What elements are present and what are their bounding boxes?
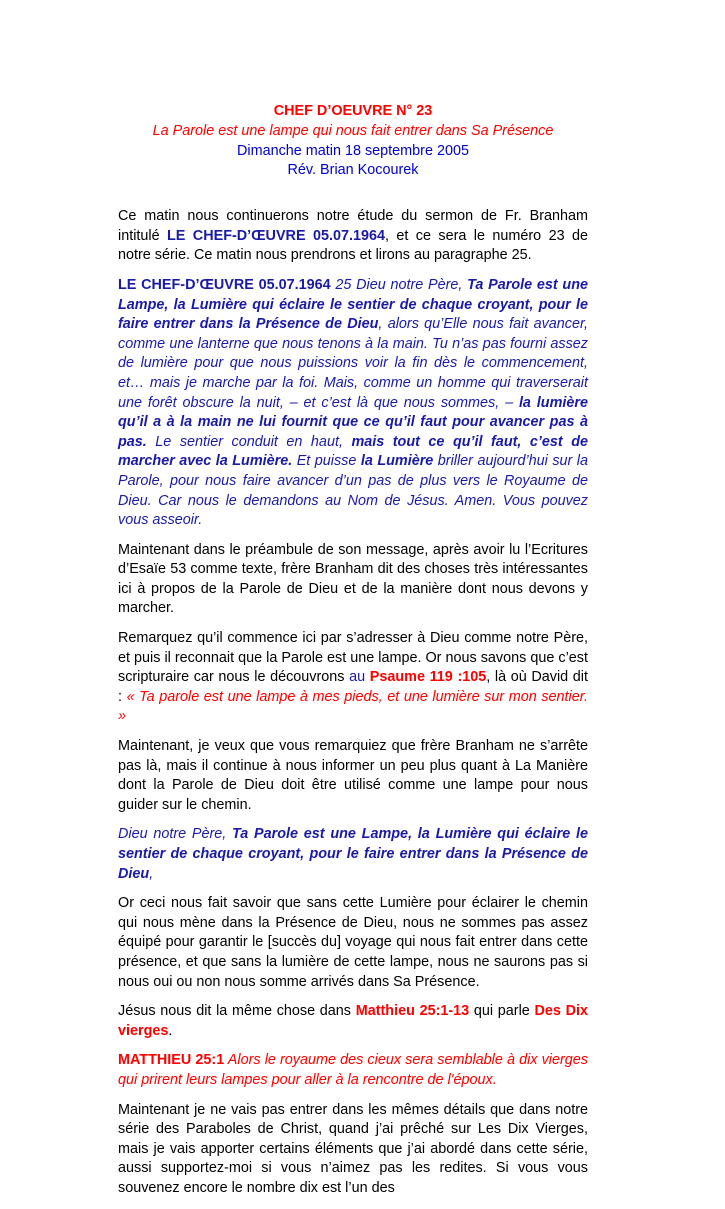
sermon-author: Rév. Brian Kocourek xyxy=(287,162,419,179)
paragraph-matthew xyxy=(118,1051,588,1090)
quote-text: Dieu notre Père, xyxy=(118,826,233,843)
scripture-reference: MATTHIEU 25:1 xyxy=(118,1052,225,1069)
text: au xyxy=(349,669,370,686)
quote-emphasis: la lumière qu’il a à la main ne lui fournit que ce qu’il faut pour avancer pas à pas. xyxy=(118,394,588,450)
sermon-reference: LE CHEF-D’ŒUVRE 05.07.1964 xyxy=(118,276,331,293)
quote-text: briller aujourd’hui sur la Parole, pour nous faire avancer d’un pas de plus vers le Royaume de Dieu. Car nous le demandons au Nom de Jésus. Amen. Vous pouvez vous asseoir. xyxy=(118,453,588,529)
scripture-reference: Des Dix vierges xyxy=(118,1003,588,1039)
quote-text: Et puisse xyxy=(292,453,361,470)
paragraph-closing: Maintenant je ne vais pas entrer dans les mêmes détails que dans notre série des Paraboles de Christ, quand j’ai prêché sur Les Dix Vierges, mais je vais apporter certains éléments que j’ai abordé dans cette série, aussi supportez-moi si vous n’aimez pas les redites. Si vous vous souvenez encore le nombre dix est l’un des xyxy=(118,1101,588,1196)
paragraph-psalm xyxy=(118,629,588,727)
quote-text: Le sentier conduit en haut, xyxy=(146,433,352,450)
quote-text: , xyxy=(149,865,154,882)
text: Remarquez qu’il commence ici par s’adresser à Dieu comme notre Père, et puis il reconnait que la Parole est une lampe. Or nous savons que c’est scripturaire car nous le découvrons xyxy=(118,630,588,686)
text: , et ce sera le numéro 23 de notre série. Ce matin nous prendrons et lirons au paragraphe 25. xyxy=(118,227,588,264)
scripture-reference: Psaume 119 :105 xyxy=(369,669,487,686)
paragraph-quote xyxy=(118,276,588,531)
quote-emphasis: Ta Parole est une Lampe, la Lumière qui éclaire le sentier de chaque croyant, pour le faire entrer dans la Présence de Dieu xyxy=(118,276,588,333)
quote-text: , alors qu’Elle nous fait avancer, comme une lanterne que nous tenons à la main. Tu n’as pas fourni assez de lumière pour que nous puissions voir la fin dès le commencement, et… mais je marche par la foi. Mais, comme un homme qui traverserait une forêt obscure la nuit, – et c’est là que nous sommes, – xyxy=(118,316,588,411)
text: , là où David dit : xyxy=(118,669,588,705)
text: qui parle xyxy=(469,1003,535,1020)
sermon-date: Dimanche matin 18 septembre 2005 xyxy=(237,142,469,159)
text: Ce matin nous continuerons notre étude du sermon de Fr. Branham intitulé xyxy=(118,208,588,244)
document-header xyxy=(118,102,588,181)
paragraph-remark: Maintenant, je veux que vous remarquiez que frère Branham ne s’arrête pas là, mais il continue à nous informer un peu plus quant à La Manière dont la Parole de Dieu doit être utilisé comme une lampe pour nous guider sur le chemin. xyxy=(118,738,588,813)
scripture-quote: « Ta parole est une lampe à mes pieds, et une lumière sur mon sentier. » xyxy=(118,688,588,725)
paragraph-light: Or ceci nous fait savoir que sans cette Lumière pour éclairer le chemin qui nous mène dans la Présence de Dieu, nous ne sommes pas assez équipé pour garantir le [succès du] voyage qui nous fait entrer dans cette présence, et que sans la lumière de cette lampe, nous ne saurons pas si nous oui ou non nous somme arrivés dans Sa Présence. xyxy=(118,895,588,990)
sermon-reference: LE CHEF-D’ŒUVRE 05.07.1964 xyxy=(167,227,385,244)
scripture-reference: Matthieu 25:1-13 xyxy=(355,1003,470,1020)
quote-emphasis: mais tout ce qu’il faut, c’est de marcher avec la Lumière. xyxy=(118,433,588,470)
quote-emphasis: Ta Parole est une Lampe, la Lumière qui éclaire le sentier de chaque croyant, pour le faire entrer dans la Présence de Dieu xyxy=(118,826,588,882)
quote-text: 25 Dieu notre Père, xyxy=(330,276,468,293)
document-page xyxy=(118,102,588,1209)
document-subtitle: La Parole est une lampe qui nous fait entrer dans Sa Présence xyxy=(152,122,554,139)
scripture-quote: Alors le royaume des cieux sera semblable à dix vierges qui prirent leurs lampes pour aller à la rencontre de l'époux. xyxy=(118,1052,588,1088)
paragraph-preamble: Maintenant dans le préambule de son message, après avoir lu l’Ecritures d’Esaïe 53 comme texte, frère Branham dit des choses très intéressantes ici à propos de la Parole de Dieu et de la manière dont nous devons y marcher. xyxy=(118,541,588,617)
text: . xyxy=(168,1022,173,1039)
document-title: CHEF D’OEUVRE N° 23 xyxy=(273,103,433,119)
paragraph-virgins xyxy=(118,1002,588,1041)
paragraph-quote-2 xyxy=(118,825,588,884)
text: Jésus nous dit la même chose dans xyxy=(118,1003,356,1020)
paragraph-intro xyxy=(118,207,588,266)
quote-emphasis: la Lumière xyxy=(360,453,434,470)
